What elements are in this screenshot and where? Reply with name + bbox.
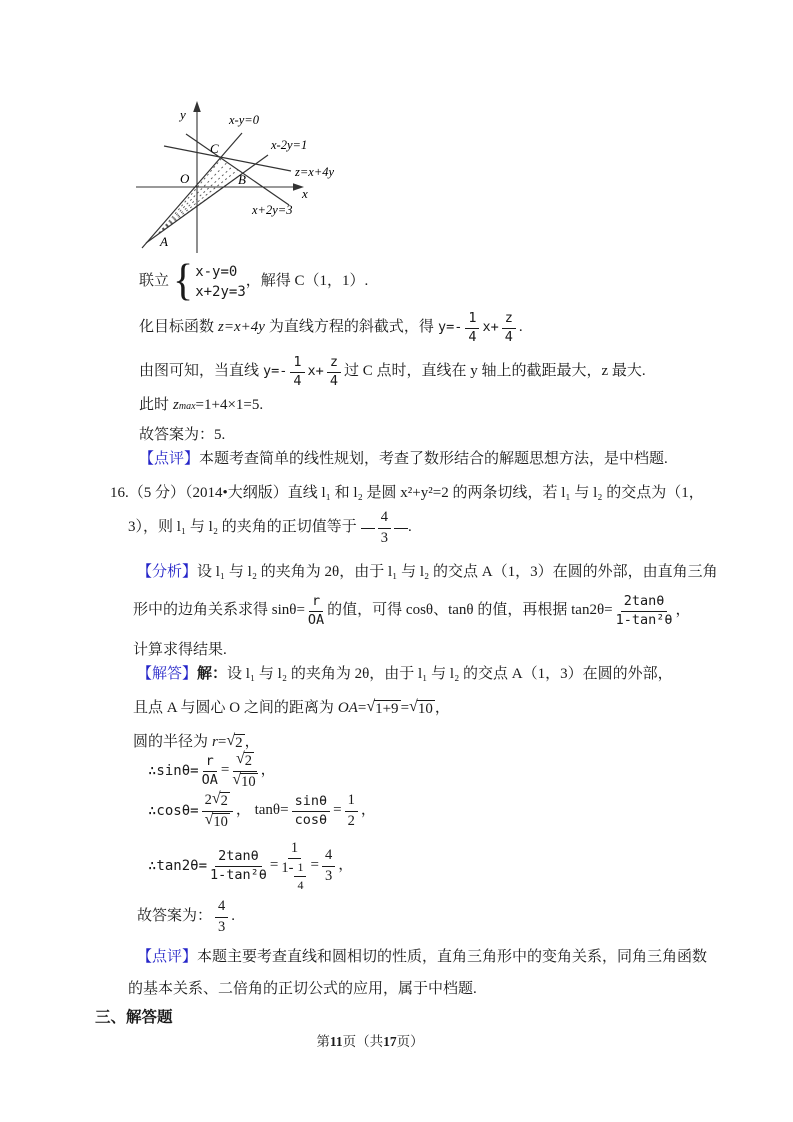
graph-x-plus: x+ [307,363,324,380]
analysis-line3 [133,639,227,663]
y-axis-label: y [180,107,186,122]
fraction-1-4: 1 4 [465,311,479,346]
analysis-text1: 设 l₁ 与 l₂ 的夹角为 2θ，由于 l₁ 与 l₂ 的交点 A（1，3）在圆的外部，由直角三角 [197,564,718,581]
section-header-text: 三、解答题 [95,1008,173,1026]
fraction-tan-double-angle: $\frac{2\tan\theta}{\text{1-tan²θ}}$ [615,592,673,628]
comment-16-text1: 本题主要考查直线和圆相切的性质，直角三角形中的变角关系，同角三角函数 [197,949,708,966]
sin-fraction-sqrt: √ 2 √ 10 [232,749,256,790]
point-a-label: A [160,234,168,249]
fraction-4-3: $\frac{4}{3}$ [322,847,335,884]
solution-comma3: ， [244,734,260,751]
sqrt-10: √ 10 [409,697,433,717]
fraction-r-OA: $\frac{r}{OA}$ [307,592,325,628]
answer-16-fraction: 4 3 [215,898,228,935]
point-o-label: O [180,171,190,186]
radical-sign: √ [232,770,242,788]
slope-form-y-eq: y=- [437,319,463,336]
footer-mid: 页（共 [342,1034,384,1049]
footer-total-pages: 17 [383,1034,397,1049]
line-x-minus-y-0 [142,133,242,248]
cos-fraction-sqrt: 2 √ 2 √ 10 [202,792,233,830]
system-eq-bottom: x+2y=3 [195,283,246,300]
zmax-line [139,394,263,418]
line-x-minus-2y-1 [146,155,268,243]
point-b-label: B [238,172,246,187]
fraction-z-4: $\frac{z}{4}$ [502,311,516,346]
oa-symbol: OA [337,700,358,717]
cos-theta-line [148,788,376,834]
sin-pre: ∴sinθ= [148,762,199,779]
sin-fraction-r-OA: $\frac{r}{OA}$ [201,752,218,788]
comment-15-tag: 【点评】 [139,451,200,468]
nested-den-pre: 1- [281,860,294,877]
label-line-xy: x-y=0 [229,113,259,127]
tan-fraction-nested: 1 1- 1 4 [281,840,307,891]
comment-16-line2 [128,978,477,1002]
nested-fraction-1-4: 1 4 [294,860,306,891]
radical-sign: √ [204,810,214,828]
graph-post: 过 C 点时，直线在 y 轴上的截距最大，z 最大. [343,363,646,380]
analysis-line2 [133,586,691,636]
answer-16-end: . [231,908,236,925]
cos-eq: = [333,802,342,819]
problem-16-period: . [408,519,412,536]
cos-comma: ， [360,802,376,819]
answer-15-line [139,424,225,448]
footer-prefix: 第 [316,1034,330,1049]
comment-16-tag: 【点评】 [137,949,198,966]
equation-system [195,264,246,299]
graph-reading-line [139,350,646,394]
graph-y-eq: y=- [263,363,288,380]
comment-16-text2: 的基本关系、二倍角的正切公式的应用，属于中档题. [128,981,477,998]
graph-pre: 由图可知，当直线 [139,363,260,380]
solution-text3a: 圆的半径为 [133,734,209,751]
system-eq-top: x-y=0 [195,264,238,281]
analysis-text2a: 形中的边角关系求得 sinθ= [133,602,305,619]
y-axis-arrow [193,101,201,112]
solution-line1 [137,663,673,687]
solution-comma2: ， [434,700,450,717]
slope-form-x-plus: x+ [482,319,499,336]
graph-fraction-1-4: 1 4 [290,355,304,390]
zmax-rest: =1+4×1=5. [195,397,264,414]
system-prefix: 联立 [139,273,170,290]
answer-blank-fraction: 4 3 [378,509,391,546]
comment-15-line [139,448,668,472]
radical-sign: √ [211,789,221,807]
radical-sign: √ [235,749,245,767]
solution-tag: 【解答】 [137,666,198,683]
objective-pre: 化目标函数 [139,319,215,336]
problem-16-line1 [110,482,704,506]
label-line-x2y1: x-2y=1 [271,138,308,152]
sin-eq: = [220,762,230,779]
x-axis-label: x [302,186,308,201]
solution-eq1: = [357,700,367,717]
linear-programming-figure [126,93,400,265]
point-c-label: C [210,141,219,156]
problem-16-line2 [128,506,412,550]
sqrt-1-plus-9: √ 1+9 [366,697,399,717]
tan-2theta-line [148,840,353,892]
sin-comma: ， [260,762,276,779]
analysis-text3: 计算求得结果. [133,642,227,659]
system-suffix: ，解得 C（1，1）. [245,273,369,290]
tan-eq2: = [310,857,319,874]
section-header [95,1006,173,1030]
tan-comma: ， [338,857,354,874]
z-subscript-max: max [178,400,196,412]
comment-16-line1 [137,946,707,970]
comment-15-text: 本题考查简单的线性规划，考查了数形结合的解题思想方法，是中档题. [199,451,668,468]
radical-sign: √ [366,697,376,715]
objective-line [139,306,523,350]
tan-pre: ∴tan2θ= [148,857,208,874]
label-line-z: z=x+4y [295,165,335,179]
cos-mid: ， tanθ= [235,802,289,819]
answer-blank-right [394,528,408,529]
answer-15-text: 故答案为：5. [139,427,226,444]
problem-16-text2: 3），则 l₁ 与 l₂ 的夹角的正切值等于 [128,519,357,536]
objective-mid: 为直线方程的斜截式，得 [268,319,434,336]
sqrt-2: √ 2 [226,731,243,751]
page-footer [0,1030,740,1050]
radical-sign: √ [226,731,236,749]
solution-text1: 设 l₁ 与 l₂ 的夹角为 2θ，由于 l₁ 与 l₂ 的交点 A（1，3）在圆的外部， [227,666,673,683]
analysis-tag: 【分析】 [137,564,198,581]
cos-pre: ∴cosθ= [148,802,199,819]
answer-16-pre: 故答案为： [137,908,213,925]
solve-system-line [139,256,368,308]
system-brace: { [173,256,194,306]
r-symbol: r [212,734,218,751]
tan-fraction-formula: $\frac{2\tan\theta}{\text{1-tan²θ}}$ [210,847,267,883]
z-variable: z [173,397,179,414]
objective-expr: z=x+4y [218,319,265,336]
solution-text2a: 且点 A 与圆心 O 之间的距离为 [133,700,334,717]
cos-coefficient: 2 [204,792,212,809]
feasible-region-hatch [159,159,243,233]
solution-jie: 解： [197,666,228,683]
analysis-line1 [137,561,718,585]
label-line-x2y3: x+2y=3 [252,203,293,217]
problem-16-text1: 16.（5 分）（2014•大纲版）直线 l₁ 和 l₂ 是圆 x²+y²=2 的两条切线，若 l₁ 与 l₂ 的交点为（1， [110,485,704,502]
solution-line2 [133,692,450,726]
tan-eq1: = [269,857,279,874]
answer-blank-left [361,528,375,529]
analysis-text2c: ， [675,602,691,619]
solution-eq3: = [217,734,227,751]
zmax-pre: 此时 [139,397,170,414]
tan-fraction-sin-cos: $\frac{\sin\theta}{\cos\theta}$ [292,794,331,829]
radical-sign: √ [409,697,418,715]
footer-suffix: 页） [396,1034,424,1049]
graph-fraction-z-4: $\frac{z}{4}$ [327,355,341,390]
footer-page-number: 11 [329,1034,343,1049]
objective-period: . [518,319,523,336]
analysis-text2b: 的值，可得 cosθ、tanθ 的值，再根据 tan2θ= [327,602,613,619]
answer-16-line [137,895,235,939]
fraction-1-2: $\frac{1}{2}$ [345,792,358,829]
solution-eq2: = [400,700,410,717]
